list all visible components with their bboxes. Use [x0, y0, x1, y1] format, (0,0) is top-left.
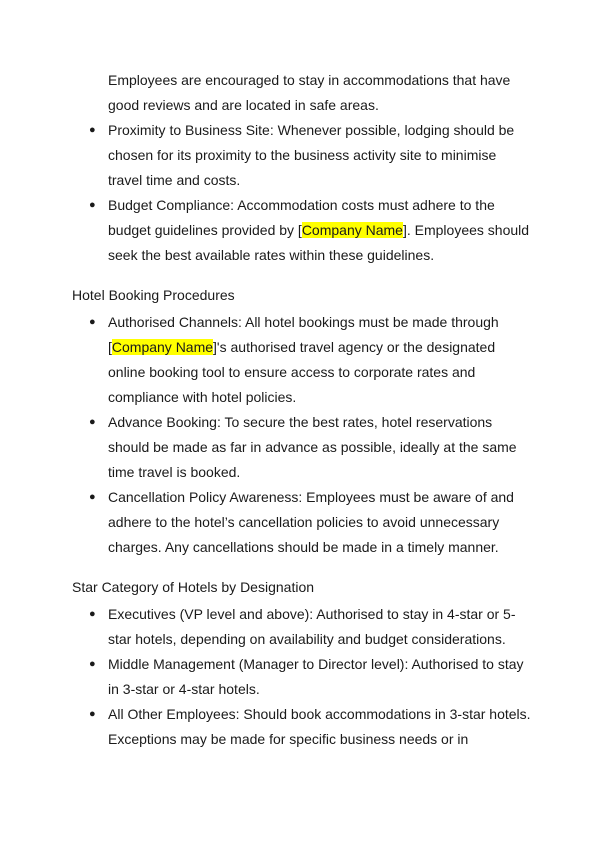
list-item-text: Advance Booking: To secure the best rates, hotel reservations should be made as far in advance as possible, ideally at the same time travel is booked. [108, 414, 517, 480]
accommodation-list [72, 118, 532, 268]
list-item-text-before: Authorised Channels: All hotel bookings must be made through [ [108, 314, 499, 355]
intro-paragraph: Employees are encouraged to stay in accommodations that have good reviews and are located in safe areas. [108, 72, 511, 113]
list-item-text: Cancellation Policy Awareness: Employees must be aware of and adhere to the hotel’s cancellation policies to avoid unnecessary charges. Any cancellations should be made in a timely manner. [108, 489, 514, 555]
list-item [72, 652, 532, 702]
list-item-text: Middle Management (Manager to Director level): Authorised to stay in 3-star or 4-star hotels. [108, 656, 524, 697]
list-item-text-after: ]. Employees should seek the best available rates within these guidelines. [108, 222, 530, 263]
company-name-placeholder: Company Name [111, 339, 214, 355]
list-item [72, 485, 532, 560]
list-item-text: Proximity to Business Site: Whenever possible, lodging should be chosen for its proximity to the business activity site to minimise travel time and costs. [108, 122, 515, 188]
list-item [72, 702, 532, 752]
list-item [72, 310, 532, 410]
star-category-list [72, 602, 532, 752]
bullet-icon: ● [89, 199, 96, 211]
list-item-text: All Other Employees: Should book accommodations in 3-star hotels. Exceptions may be made for specific business needs or in [108, 706, 531, 747]
bullet-icon: ● [89, 416, 96, 428]
section-heading-hotel-booking: Hotel Booking Procedures [72, 287, 235, 303]
bullet-icon: ● [89, 491, 96, 503]
company-name-placeholder: Company Name [301, 222, 403, 238]
list-item [72, 193, 532, 268]
list-item [72, 602, 532, 652]
list-item [72, 118, 532, 193]
bullet-icon: ● [89, 658, 96, 670]
list-item-text-before: Budget Compliance: Accommodation costs must adhere to the budget guidelines provided by [ [108, 197, 495, 238]
section-heading-star-category: Star Category of Hotels by Designation [72, 579, 315, 595]
list-item [72, 410, 532, 485]
document-body [72, 68, 532, 752]
list-item-text: Executives (VP level and above): Authorised to stay in 4-star or 5-star hotels, depending on availability and budget considerations. [108, 606, 516, 647]
booking-procedures-list [72, 310, 532, 560]
list-item-text-after: ]'s authorised travel agency or the designated online booking tool to ensure access to corporate rates and compliance with hotel policies. [108, 339, 496, 405]
bullet-icon: ● [89, 608, 96, 620]
bullet-icon: ● [89, 124, 96, 136]
bullet-icon: ● [89, 316, 96, 328]
bullet-icon: ● [89, 708, 96, 720]
